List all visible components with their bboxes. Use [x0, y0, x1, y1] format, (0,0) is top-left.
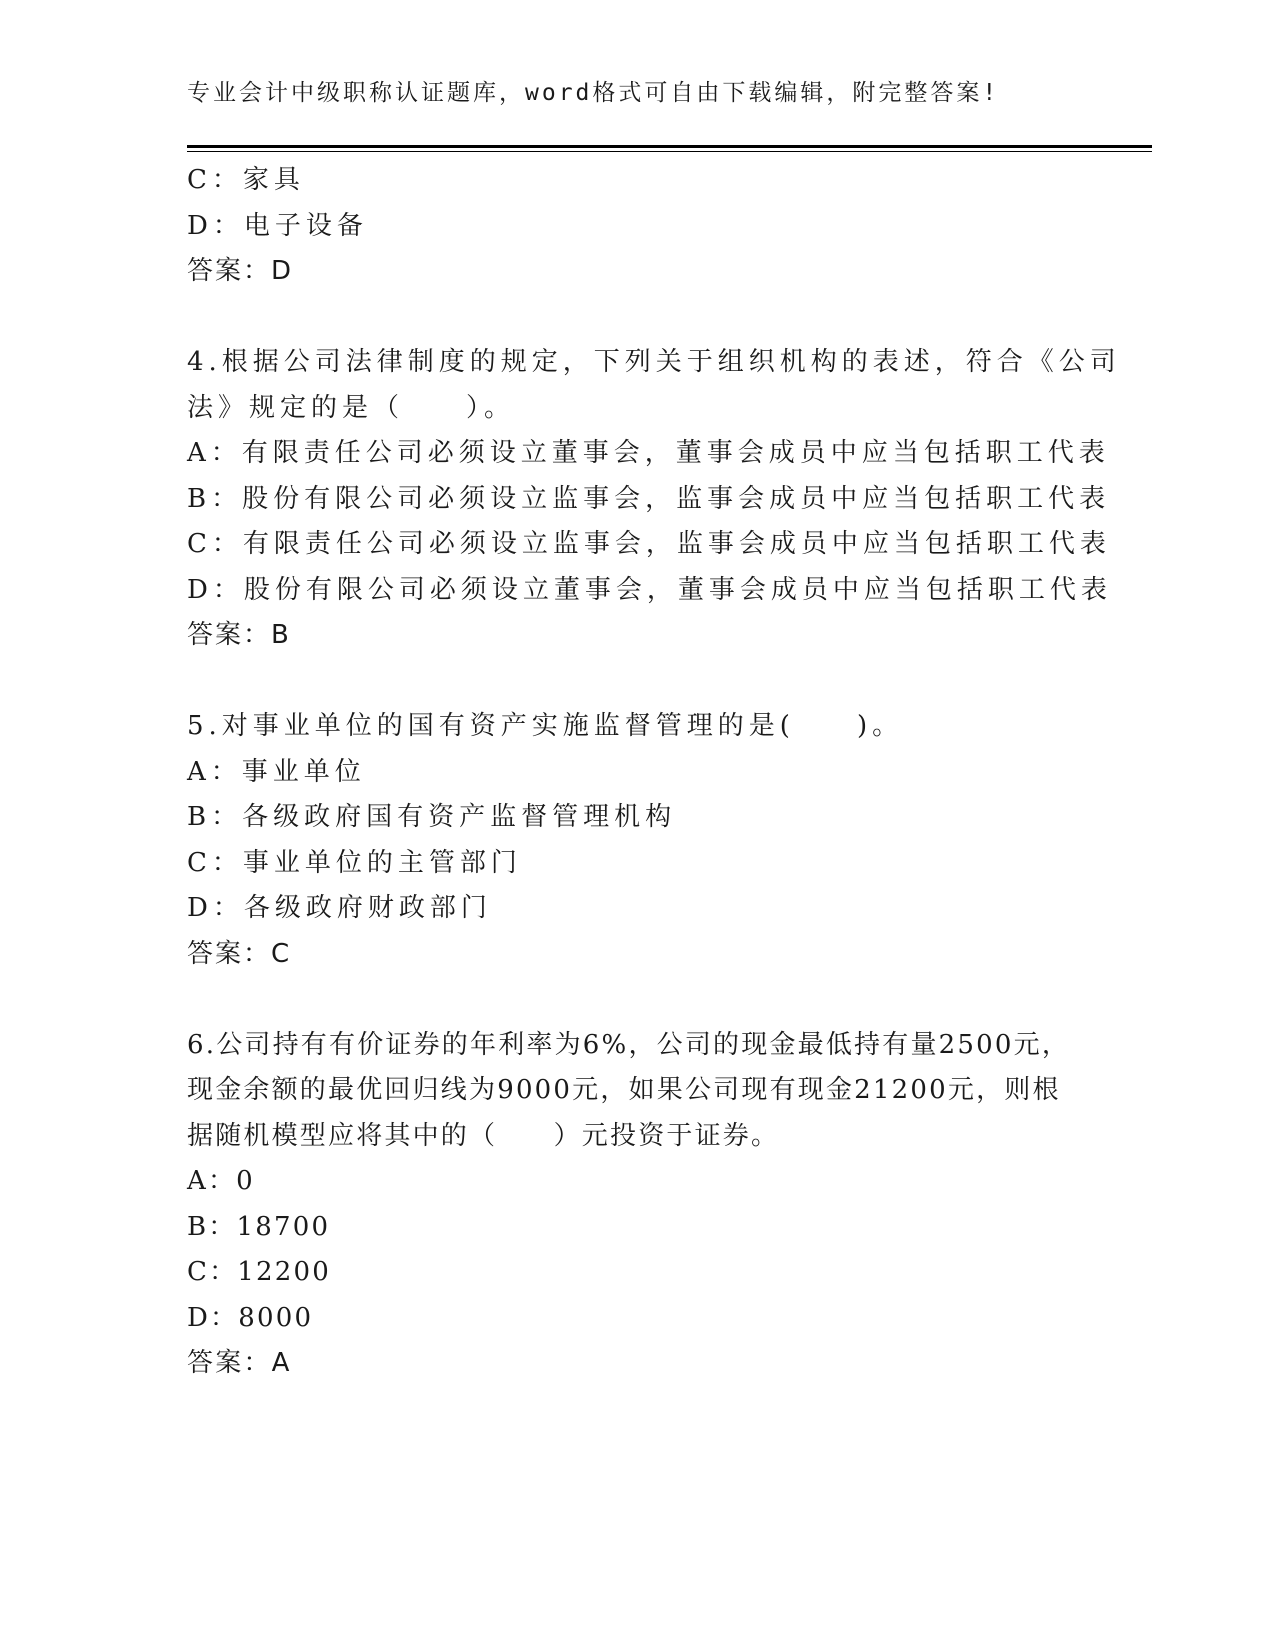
question-list: [187, 158, 1121, 1387]
question-stem: 法》规定的是（ ）。: [187, 392, 516, 423]
answer-line: 答案：A: [187, 1348, 292, 1378]
spacer: [187, 977, 1087, 1023]
option-a: A：有限责任公司必须设立董事会，董事会成员中应当包括职工代表: [187, 438, 1110, 468]
option-c: C：12200: [187, 1257, 332, 1287]
option-b: B：18700: [187, 1211, 331, 1242]
page-header: 专业会计中级职称认证题库，word格式可自由下载编辑，附完整答案!: [187, 80, 1000, 106]
option-d: D：电子设备: [187, 210, 368, 241]
option-c: C：家具: [187, 165, 305, 195]
option-b: B：股份有限公司必须设立监事会，监事会成员中应当包括职工代表: [187, 483, 1111, 514]
option-c: C：事业单位的主管部门: [187, 847, 522, 878]
answer-line: 答案：C: [187, 938, 292, 969]
question-stem: 6.公司持有有价证券的年利率为6%，公司的现金最低持有量2500元，: [187, 1029, 1071, 1060]
option-d: D：各级政府财政部门: [187, 893, 492, 923]
question-stem: 现金余额的最优回归线为9000元，如果公司现有现金21200元，则根: [187, 1075, 1061, 1105]
continued-question: [187, 158, 1087, 295]
question-4: [187, 340, 1121, 659]
question-stem: 据随机模型应将其中的（ ）元投资于证券。: [187, 1120, 780, 1151]
option-a: A：0: [187, 1166, 255, 1196]
spacer: [187, 659, 1087, 705]
header-rule-thick: [187, 145, 1152, 148]
option-d: D：股份有限公司必须设立董事会，董事会成员中应当包括职工代表: [187, 574, 1112, 605]
header-rule-thin: [187, 151, 1152, 152]
option-a: A：事业单位: [187, 756, 366, 787]
question-stem: 5.对事业单位的国有资产实施监督管理的是( )。: [187, 711, 904, 741]
answer-line: 答案：B: [187, 620, 291, 650]
question-stem: 4.根据公司法律制度的规定，下列关于组织机构的表述，符合《公司: [187, 347, 1121, 377]
option-d: D：8000: [187, 1302, 314, 1333]
option-c: C：有限责任公司必须设立监事会，监事会成员中应当包括职工代表: [187, 529, 1111, 559]
answer-line: 答案：D: [187, 256, 294, 286]
question-5: [187, 704, 1087, 977]
option-b: B：各级政府国有资产监督管理机构: [187, 802, 677, 832]
question-6: [187, 1023, 1087, 1387]
spacer: [187, 295, 1087, 341]
